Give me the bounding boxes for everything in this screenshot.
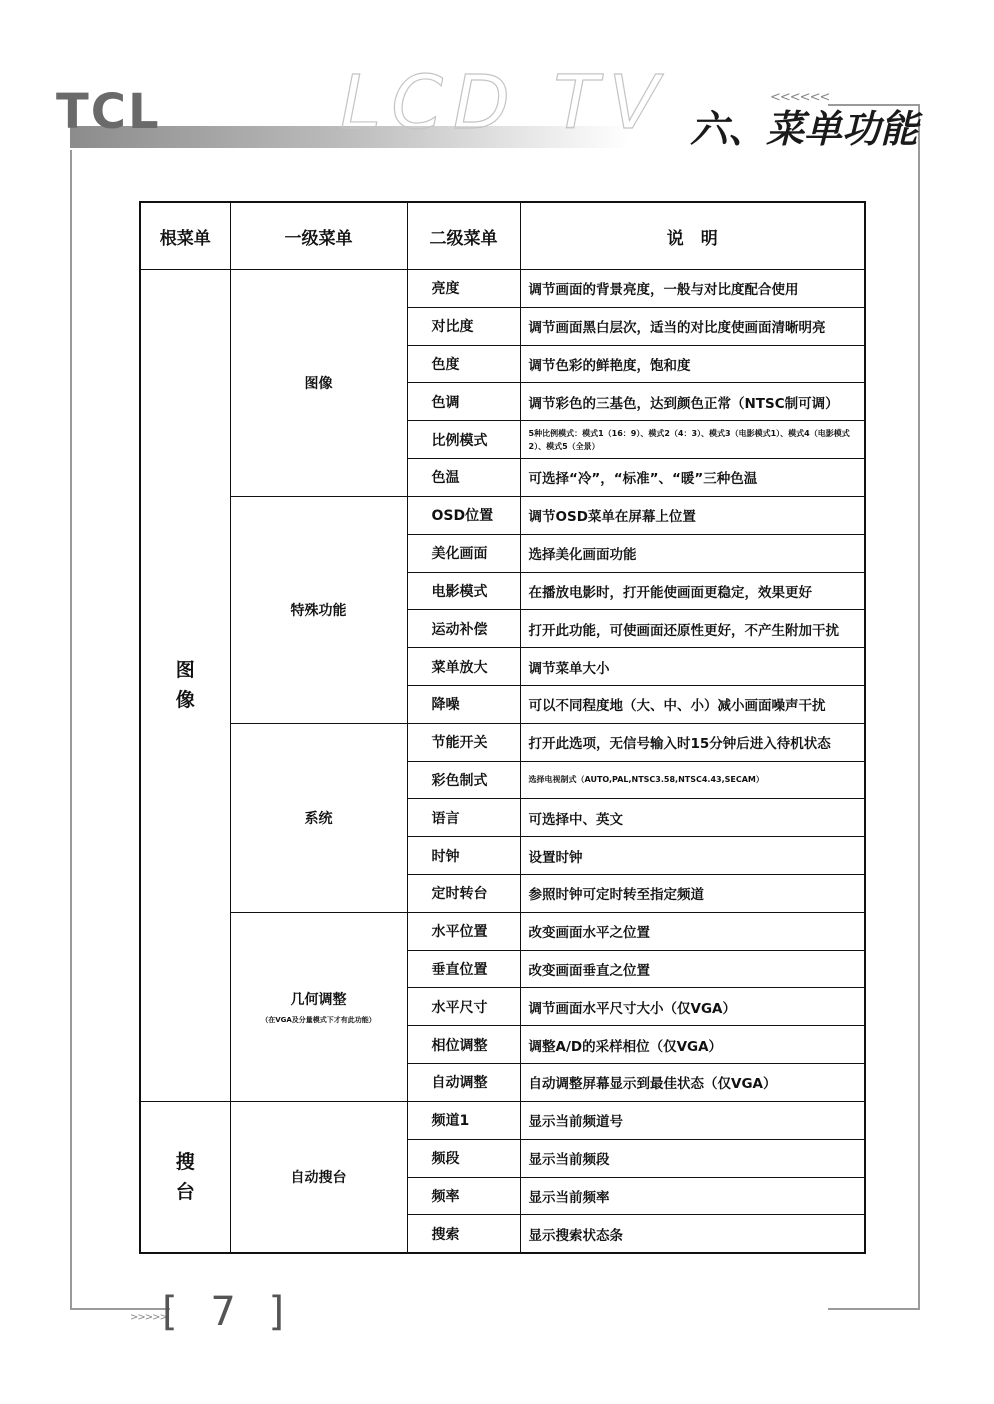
level1-menu-label: 几何调整 bbox=[290, 991, 347, 1008]
level2-menu-cell: 彩色制式 bbox=[407, 761, 520, 799]
product-title: LCD TV bbox=[340, 60, 670, 146]
level2-menu-cell: 垂直位置 bbox=[407, 950, 520, 988]
frame-left-line bbox=[70, 150, 72, 1310]
frame-bottom-left-line bbox=[70, 1308, 170, 1310]
brand-logo: TCL bbox=[56, 84, 161, 140]
table-row bbox=[140, 723, 865, 761]
level2-menu-cell: 运动补偿 bbox=[407, 610, 520, 648]
root-menu-cell: 图像 bbox=[140, 270, 230, 1102]
description-cell: 选择电视制式（AUTO,PAL,NTSC3.58,NTSC4.43,SECAM） bbox=[520, 761, 865, 799]
frame-right-line bbox=[918, 104, 920, 1310]
level2-menu-cell: 菜单放大 bbox=[407, 648, 520, 686]
description-cell: 选择美化画面功能 bbox=[520, 534, 865, 572]
description-cell: 打开此选项，无信号输入时15分钟后进入待机状态 bbox=[520, 723, 865, 761]
description-cell: 可选择“冷”，“标准”、“暖”三种色温 bbox=[520, 459, 865, 497]
level2-menu-cell: 节能开关 bbox=[407, 723, 520, 761]
level2-menu-cell: 语言 bbox=[407, 799, 520, 837]
description-cell: 调节画面黑白层次，适当的对比度使画面清晰明亮 bbox=[520, 307, 865, 345]
level1-menu-label: 特殊功能 bbox=[290, 602, 347, 619]
description-cell: 调节色彩的鲜艳度，饱和度 bbox=[520, 345, 865, 383]
level2-menu-cell: 色调 bbox=[407, 383, 520, 421]
level2-menu-cell: 比例模式 bbox=[407, 421, 520, 459]
level2-menu-cell: 时钟 bbox=[407, 837, 520, 875]
level1-menu-cell bbox=[230, 1101, 407, 1253]
description-cell: 设置时钟 bbox=[520, 837, 865, 875]
table-body bbox=[140, 270, 865, 1254]
level2-menu-cell: 自动调整 bbox=[407, 1064, 520, 1102]
level2-menu-cell: 水平位置 bbox=[407, 912, 520, 950]
level2-menu-cell: OSD位置 bbox=[407, 496, 520, 534]
description-cell: 改变画面水平之位置 bbox=[520, 912, 865, 950]
description-cell: 调节彩色的三基色，达到颜色正常（NTSC制可调） bbox=[520, 383, 865, 421]
description-cell: 参照时钟可定时转至指定频道 bbox=[520, 875, 865, 913]
frame-top-right-line bbox=[828, 104, 920, 106]
description-cell: 在播放电影时，打开能使画面更稳定，效果更好 bbox=[520, 572, 865, 610]
table-row bbox=[140, 1101, 865, 1139]
level1-menu-cell bbox=[230, 723, 407, 912]
description-cell: 调节OSD菜单在屏幕上位置 bbox=[520, 496, 865, 534]
description-cell: 显示当前频道号 bbox=[520, 1101, 865, 1139]
description-cell: 5种比例模式：模式1（16：9）、模式2（4：3）、模式3（电影模式1）、模式4（电影模式2）、模式5（全景） bbox=[520, 421, 865, 459]
level2-menu-cell: 降噪 bbox=[407, 685, 520, 723]
level2-menu-cell: 频段 bbox=[407, 1139, 520, 1177]
level1-menu-cell bbox=[230, 270, 407, 497]
table-row bbox=[140, 270, 865, 308]
table-row bbox=[140, 496, 865, 534]
description-cell: 调整A/D的采样相位（仅VGA） bbox=[520, 1026, 865, 1064]
header-description: 说 明 bbox=[520, 202, 865, 270]
description-cell: 显示当前频段 bbox=[520, 1139, 865, 1177]
level2-menu-cell: 频道1 bbox=[407, 1101, 520, 1139]
header-level1-menu: 一级菜单 bbox=[230, 202, 407, 270]
header-level2-menu: 二级菜单 bbox=[407, 202, 520, 270]
table-row bbox=[140, 912, 865, 950]
level2-menu-cell: 电影模式 bbox=[407, 572, 520, 610]
level1-menu-label: 系统 bbox=[304, 810, 333, 827]
level2-menu-cell: 色度 bbox=[407, 345, 520, 383]
level2-menu-cell: 水平尺寸 bbox=[407, 988, 520, 1026]
menu-function-table bbox=[139, 201, 866, 1254]
description-cell: 改变画面垂直之位置 bbox=[520, 950, 865, 988]
level2-menu-cell: 频率 bbox=[407, 1177, 520, 1215]
level1-menu-note: （在VGA及分量模式下才有此功能） bbox=[261, 1015, 376, 1024]
level2-menu-cell: 色温 bbox=[407, 459, 520, 497]
section-title: 六、菜单功能 bbox=[690, 107, 919, 151]
description-cell: 调节菜单大小 bbox=[520, 648, 865, 686]
description-cell: 可以不同程度地（大、中、小）减小画面噪声干扰 bbox=[520, 685, 865, 723]
table-header-row bbox=[140, 202, 865, 270]
description-cell: 自动调整屏幕显示到最佳状态（仅VGA） bbox=[520, 1064, 865, 1102]
description-cell: 显示当前频率 bbox=[520, 1177, 865, 1215]
page-number: [ 7 ] bbox=[162, 1289, 295, 1335]
level2-menu-cell: 定时转台 bbox=[407, 875, 520, 913]
level2-menu-cell: 相位调整 bbox=[407, 1026, 520, 1064]
level2-menu-cell: 对比度 bbox=[407, 307, 520, 345]
chevrons-icon: <<<<<< bbox=[770, 90, 830, 105]
header-root-menu: 根菜单 bbox=[140, 202, 230, 270]
level1-menu-cell bbox=[230, 496, 407, 723]
description-cell: 打开此功能，可使画面还原性更好，不产生附加干扰 bbox=[520, 610, 865, 648]
description-cell: 调节画面的背景亮度，一般与对比度配合使用 bbox=[520, 270, 865, 308]
level1-menu-label: 图像 bbox=[304, 375, 333, 392]
level1-menu-label: 自动搜台 bbox=[290, 1169, 347, 1186]
root-menu-cell: 搜台 bbox=[140, 1101, 230, 1253]
level2-menu-cell: 美化画面 bbox=[407, 534, 520, 572]
page-chevrons-icon: >>>>> bbox=[130, 1312, 167, 1323]
frame-bottom-right-line bbox=[828, 1308, 920, 1310]
level1-menu-cell bbox=[230, 912, 407, 1101]
level2-menu-cell: 搜索 bbox=[407, 1215, 520, 1253]
description-cell: 可选择中、英文 bbox=[520, 799, 865, 837]
description-cell: 显示搜索状态条 bbox=[520, 1215, 865, 1253]
level2-menu-cell: 亮度 bbox=[407, 270, 520, 308]
description-cell: 调节画面水平尺寸大小（仅VGA） bbox=[520, 988, 865, 1026]
